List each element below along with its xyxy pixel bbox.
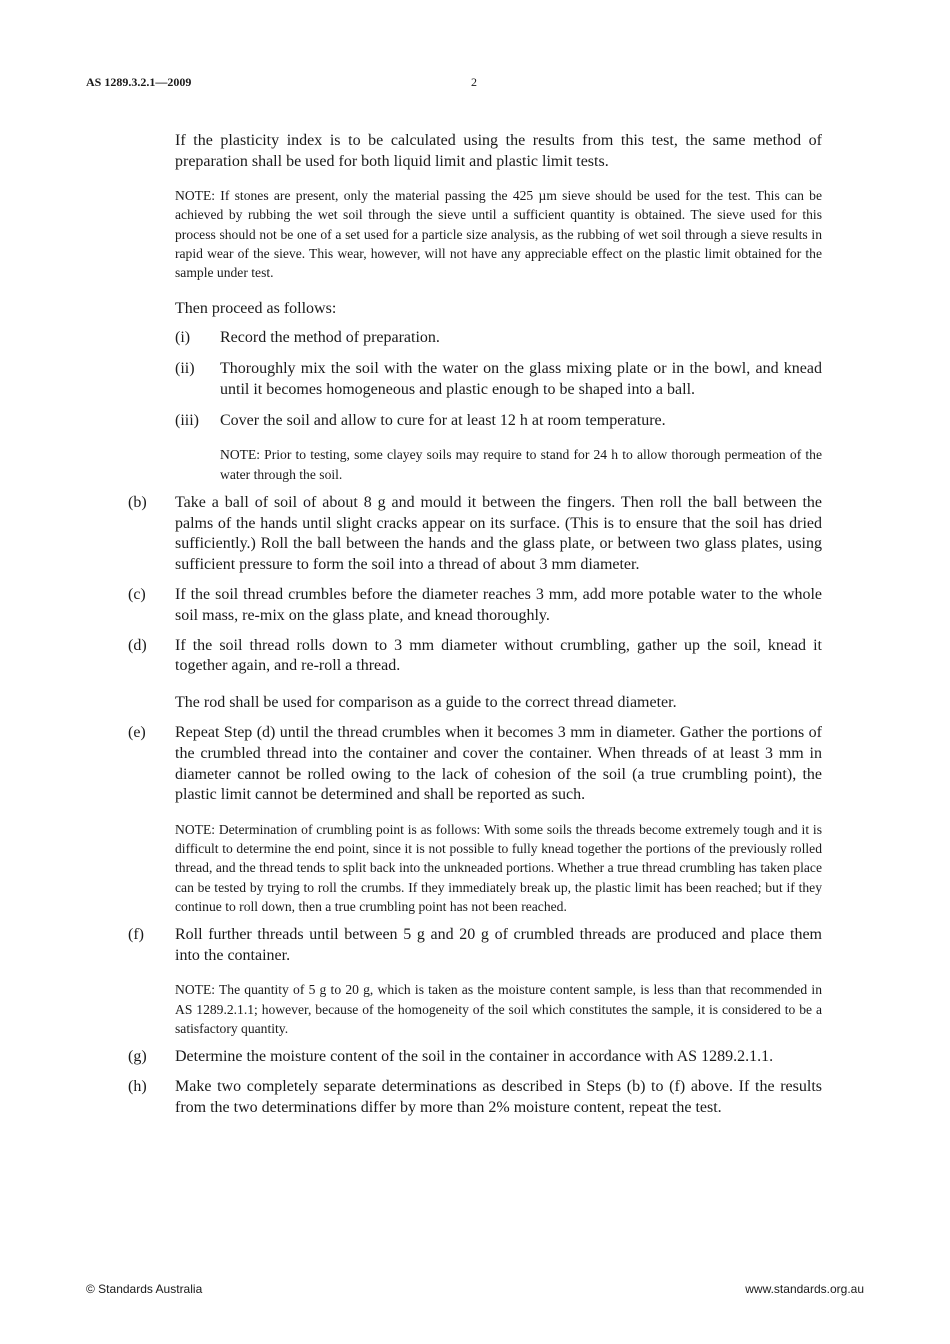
page-number: 2 — [471, 75, 477, 89]
header-standard-id: AS 1289.3.2.1—2009 — [86, 75, 192, 89]
document-body — [86, 131, 822, 1128]
step-label: (f) — [128, 926, 144, 944]
subitem-ii — [175, 359, 822, 401]
step-text: If the soil thread rolls down to 3 mm diameter without crumbling, gather up the soil, knead it together again, and re-roll a thread. — [175, 636, 822, 675]
step-label: (b) — [128, 493, 147, 511]
step-label: (g) — [128, 1048, 147, 1066]
step-label: (e) — [128, 724, 146, 742]
step-d-extra: The rod shall be used for comparison as a guide to the correct thread diameter. — [175, 694, 677, 712]
intro-note: NOTE: If stones are present, only the material passing the 425 µm sieve should be used for the test. This can be achieved by rubbing the wet soil through the sieve until a sufficient quantity is obtained. The sieve used for this process should not be one of a set used for a particle size analysis, as the rubbing of wet soil through a sieve results in rapid wear of the sieve. This wear, however, will not have any appreciable effect on the plastic limit obtained for the sample under test. — [175, 188, 822, 281]
step-g — [86, 1047, 822, 1068]
step-f-note: NOTE: The quantity of 5 g to 20 g, which is taken as the moisture content sample, is less than that recommended in AS 1289.2.1.1; however, because of the homogeneity of the soil which constitutes the sample, it is considered to be a satisfactory quantity. — [175, 982, 822, 1037]
step-f — [86, 925, 822, 967]
subitem-text: Cover the soil and allow to cure for at least 12 h at room temperature. — [220, 411, 666, 429]
proceed-paragraph: Then proceed as follows: — [175, 299, 337, 317]
subitem-label: (ii) — [175, 360, 195, 378]
intro-paragraph: If the plasticity index is to be calculated using the results from this test, the same method of preparation shall be used for both liquid limit and plastic limit tests. — [175, 132, 822, 170]
step-text: Roll further threads until between 5 g and 20 g of crumbled threads are produced and place them into the container. — [175, 926, 822, 965]
step-h — [86, 1077, 822, 1119]
step-label: (d) — [128, 636, 147, 654]
subitem-label: (iii) — [175, 411, 199, 429]
step-label: (c) — [128, 586, 146, 604]
subitem-note: NOTE: Prior to testing, some clayey soils may require to stand for 24 h to allow thorough permeation of the water through the soil. — [220, 447, 822, 482]
subitem-label: (i) — [175, 329, 191, 347]
footer-copyright: © Standards Australia — [86, 1282, 203, 1296]
step-text: Take a ball of soil of about 8 g and mould it between the fingers. Then roll the ball between the palms of the hands until slight cracks appear on its surface. (This is to ensure that the soil has dried sufficiently.) Roll the ball between the hands and the glass plate, or between two glass plates, using sufficient pressure to form the soil into a thread of about 3 mm diameter. — [175, 493, 822, 574]
subitem-text: Record the method of preparation. — [220, 329, 440, 347]
step-e-note: NOTE: Determination of crumbling point is as follows: With some soils the threads become extremely tough and it is difficult to determine the end point, since it is not possible to fully knead together the portions of the previously rolled thread, and the thread tends to split back into the unkneaded portions. Whether a true thread crumbling has taken place can be tested by trying to roll the crumbs. If they immediately break up, the plastic limit has been reached; but if they continue to roll down, then a true crumbling point has not been reached. — [175, 821, 822, 914]
step-text: Make two completely separate determinations as described in Steps (b) to (f) above. If the results from the two determinations differ by more than 2% moisture content, repeat the test. — [175, 1078, 822, 1116]
subitem-iii — [175, 411, 822, 432]
footer-website-link[interactable]: www.standards.org.au — [745, 1282, 864, 1296]
step-e — [86, 723, 822, 806]
subitem-i — [175, 328, 822, 349]
subitem-text: Thoroughly mix the soil with the water on the glass mixing plate or in the bowl, and knead until it becomes homogeneous and plastic enough to be shaped into a ball. — [220, 360, 822, 399]
step-text: Determine the moisture content of the soil in the container in accordance with AS 1289.2.1.1. — [175, 1048, 774, 1066]
step-d — [86, 636, 822, 678]
step-text: Repeat Step (d) until the thread crumbles when it becomes 3 mm in diameter. Gather the portions of the crumbled thread into the container and cover the container. When threads of at least 3 mm in diameter cannot be rolled owing to the lack of cohesion of the soil (a true crumbling point), the plastic limit cannot be determined and shall be reported as such. — [175, 724, 822, 804]
step-label: (h) — [128, 1078, 147, 1096]
step-c — [86, 585, 822, 627]
step-b — [86, 493, 822, 576]
step-text: If the soil thread crumbles before the diameter reaches 3 mm, add more potable water to the whole soil mass, re-mix on the glass plate, and knead thoroughly. — [175, 586, 822, 624]
